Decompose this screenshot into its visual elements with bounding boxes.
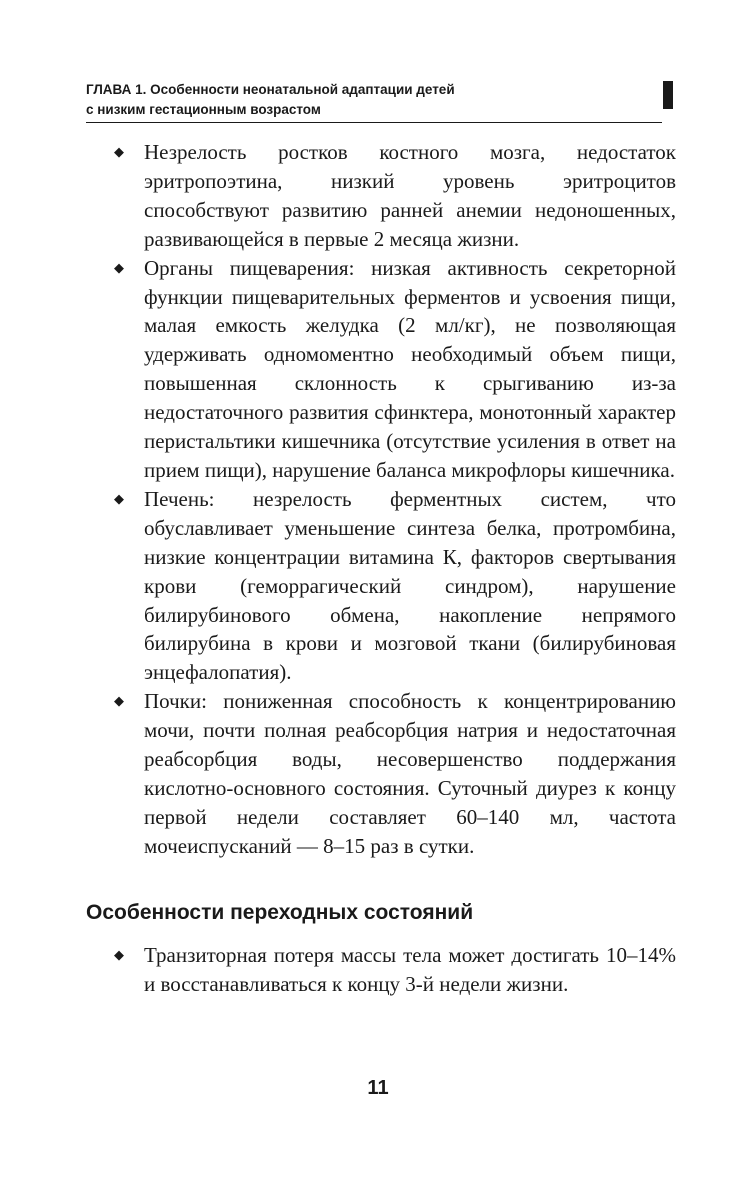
- list-item-text: Незрелость ростков костного мозга, недостаток эритропоэтина, низкий уровень эритроцитов способствуют развитию ранней анемии недоношенных, развивающейся в первые 2 месяца жизни.: [144, 140, 676, 251]
- list-item-text: Органы пищеварения: низкая активность секреторной функции пищеварительных ферментов и усвоения пищи, малая емкость желудка (2 мл/кг), не позволяющая удерживать одномоментно необходимый объем пищи, повышенная склонность к срыгиванию из-за недостаточного развития сфинктера, монотонный характер перистальтики кишечника (отсутствие усиления в ответ на прием пищи), нарушение баланса микрофлоры кишечника.: [144, 255, 676, 482]
- main-bullet-list: [116, 138, 676, 861]
- list-item-text: Транзиторная потеря массы тела может достигать 10–14% и восстанавливаться к концу 3-й недели жизни.: [144, 943, 676, 996]
- list-item: [116, 485, 676, 687]
- diamond-bullet-icon: ◆: [114, 947, 124, 962]
- list-item: [116, 941, 676, 999]
- section-bullet-list: [116, 941, 676, 999]
- running-header-line-2: с низким гестационным возрастом: [86, 100, 662, 123]
- list-item-text: Почки: пониженная способность к концентрированию мочи, почти полная реабсорбция натрия и недостаточная реабсорбция воды, несовершенство поддержания кислотно-основного состояния. Суточный диурез к концу первой недели составляет 60–140 мл, частота мочеиспусканий — 8–15 раз в сутки.: [144, 689, 676, 858]
- diamond-bullet-icon: ◆: [114, 144, 124, 159]
- diamond-bullet-icon: ◆: [114, 490, 124, 506]
- header-marker-bar: [663, 81, 673, 109]
- list-item: [116, 687, 676, 860]
- list-item: [116, 254, 676, 485]
- diamond-bullet-icon: ◆: [114, 259, 124, 275]
- list-item: [116, 138, 676, 254]
- list-item-text: Печень: незрелость ферментных систем, что обуславливает уменьшение синтеза белка, протромбина, низкие концентрации витамина К, факторов свертывания крови (геморрагический синдром), нарушение билирубинового обмена, накопление непрямого билирубина в крови и мозговой ткани (билирубиновая энцефалопатия).: [144, 486, 676, 685]
- running-header: [86, 80, 676, 123]
- diamond-bullet-icon: ◆: [114, 693, 124, 709]
- section-heading: Особенности переходных состояний: [86, 901, 474, 924]
- running-header-line-1: ГЛАВА 1. Особенности неонатальной адаптации детей: [86, 82, 455, 97]
- page-number: 11: [367, 1077, 389, 1099]
